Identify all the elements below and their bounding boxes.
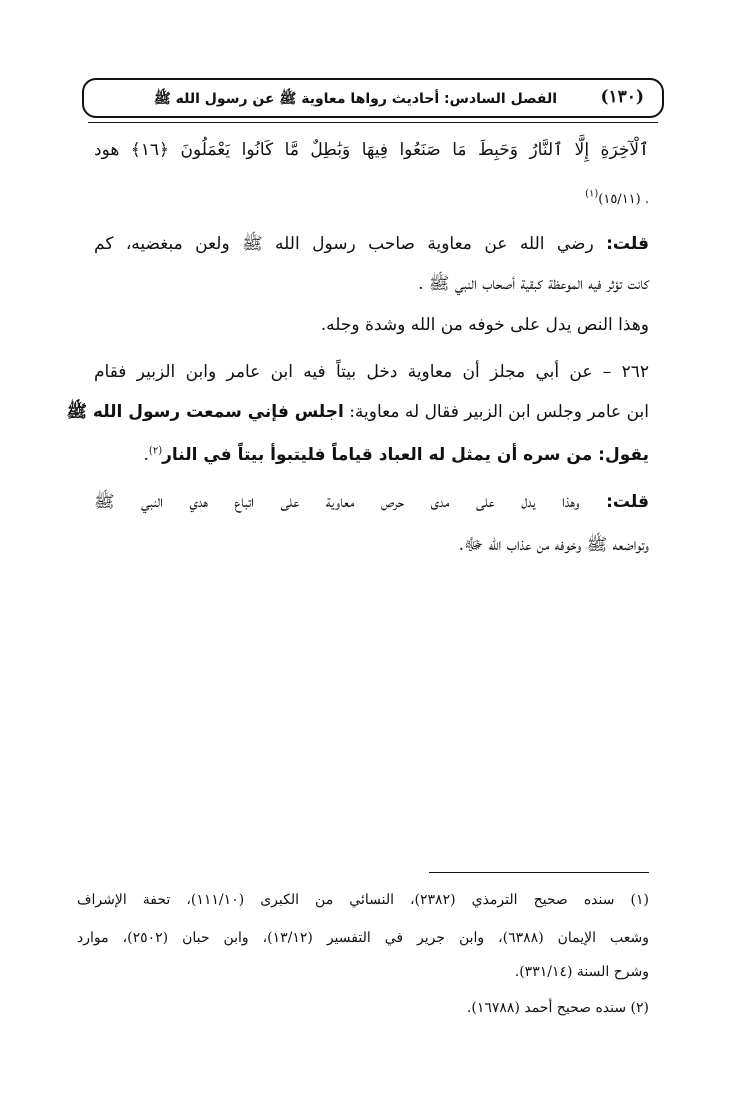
paragraph-line <box>94 232 649 256</box>
hadith-line <box>94 443 649 467</box>
paragraph-line <box>94 313 649 337</box>
qult-label: قلت: <box>606 234 649 254</box>
footnote-marker-1: (١) <box>585 188 599 200</box>
hadith-line <box>66 400 649 424</box>
qult-label: قلت: <box>606 492 649 512</box>
footnote-marker-2: (٢) <box>148 445 163 457</box>
footnote-text: وشعب الإيمان (٦٣٨٨)، وابن جرير في التفسير (١٣/١٢)، وابن حبان (٢٥٠٢)، موارد <box>77 930 649 946</box>
footnote-text: وشرح السنة (٣٣١/١٤). <box>514 964 649 980</box>
hadith-text: . <box>143 445 149 465</box>
hadith-text: ٢٦٢ – عن أبي مجلز أن معاوية دخل بيتاً فيه ابن عامر وابن الزبير فقام <box>94 362 649 382</box>
footnote-text: (١) سنده صحيح الترمذي (٢٣٨٢)، النسائي من الكبرى (١١١/١٠)، تحفة الإشراف <box>77 892 649 908</box>
footnote-line <box>77 890 649 910</box>
quran-verse: ٱلْآخِرَةِ إِلَّا ٱلنَّارُ وَحَبِطَ مَا صَنَعُوا فِيهَا وَبَٰطِلٌ مَّا كَانُوا يَعْمَلُونَ ﴿١٦﴾ هود <box>94 140 649 160</box>
hadith-line <box>94 360 649 384</box>
footnote-line <box>77 998 649 1018</box>
paragraph-text: وهذا النص يدل على خوفه من الله وشدة وجله. <box>320 315 649 335</box>
paragraph-text: وهذا يدل على مدى حرص معاوية على اتباع هدي النبي ﷺ <box>94 492 607 512</box>
hadith-quote: اجلس فإني سمعت رسول الله ﷺ <box>66 402 344 422</box>
paragraph-text: كانت تؤثر فيه الموعظة كبقية أصحاب النبي ﷺ . <box>418 274 649 294</box>
paragraph-line <box>94 533 649 557</box>
hadith-quote: يقول: من سره أن يمثل له العباد قياماً فليتبوأ بيتاً في النار <box>162 445 649 465</box>
running-header <box>82 78 664 118</box>
footnote-line <box>77 928 649 948</box>
paragraph-text: رضي الله عن معاوية صاحب رسول الله ﷺ ولعن مبغضيه، كم <box>94 234 607 254</box>
hadith-text: ابن عامر وجلس ابن الزبير فقال له معاوية: <box>343 402 649 422</box>
paragraph-text: وتواضعه ﷺ وخوفه من عذاب الله ﷻ. <box>458 535 649 555</box>
paragraph-line <box>94 272 649 296</box>
footnote-text: (٢) سنده صحيح أحمد (١٦٧٨٨). <box>466 1000 649 1016</box>
paragraph-line <box>94 490 649 514</box>
chapter-title: الفصل السادس: أحاديث رواها معاوية ﷺ عن رسول الله ﷺ <box>153 91 557 107</box>
quran-verse-line <box>94 138 649 162</box>
verse-reference: . (١٥/١١) <box>598 192 649 207</box>
verse-reference-line <box>94 186 649 212</box>
footnote-divider <box>429 872 649 873</box>
page-number: (١٣٠) <box>600 87 644 107</box>
footnote-line <box>77 962 649 982</box>
